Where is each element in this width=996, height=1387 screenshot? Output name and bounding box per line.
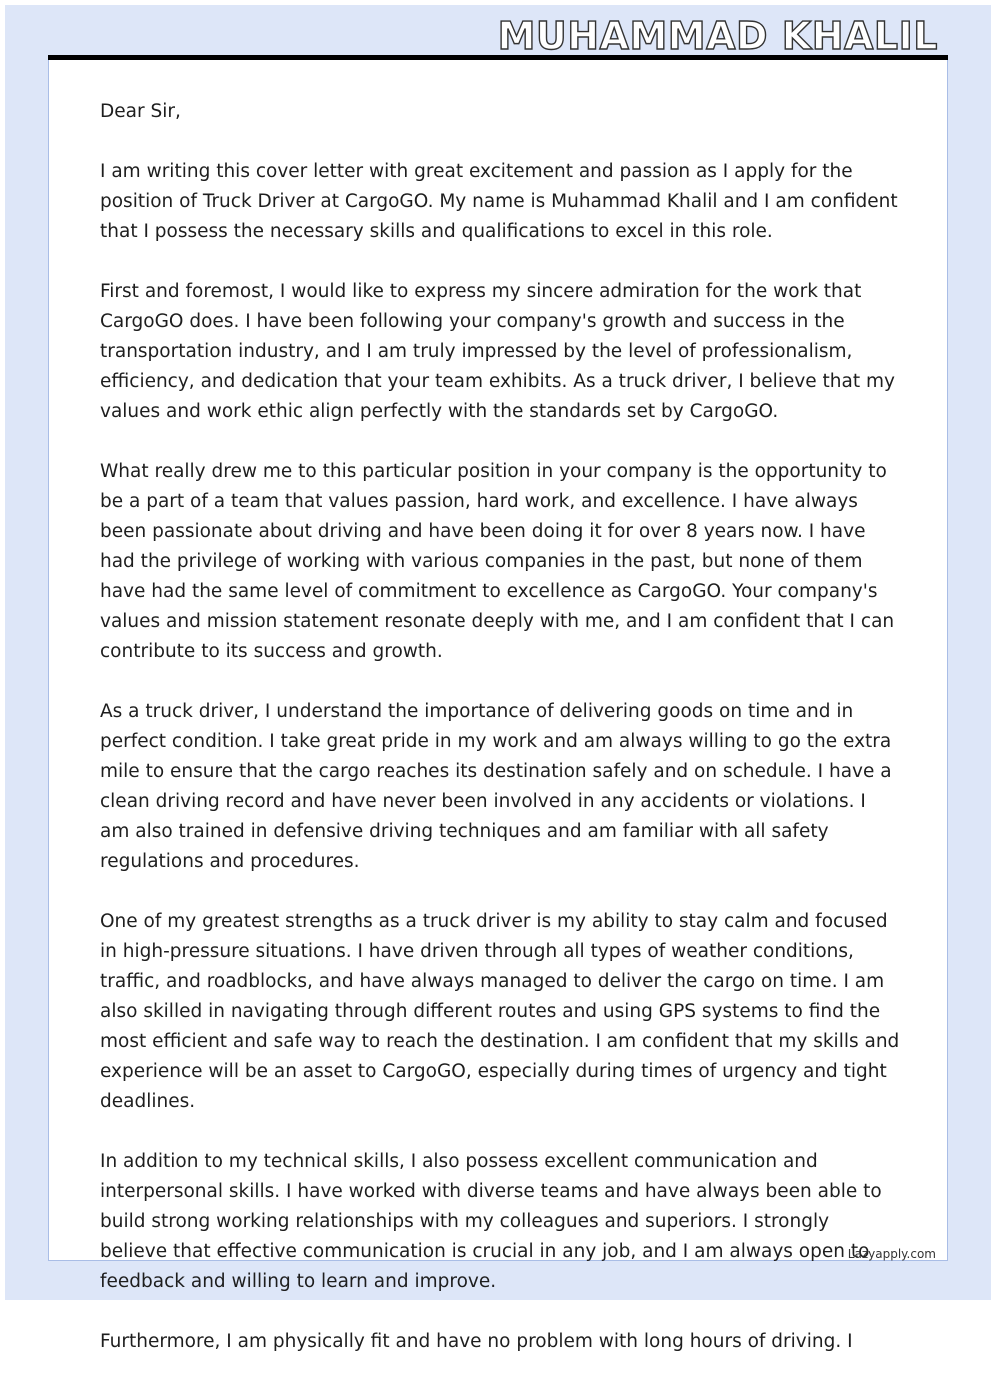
letter-salutation: Dear Sir, [100, 101, 181, 122]
lazyapply-watermark: Lazyapply.com [847, 1247, 936, 1261]
letter-paragraph: I am writing this cover letter with great excitement and passion as I apply for the position of Truck Driver at CargoGO. My name is Muhammad Khalil and I am confident that I possess the necessary skills and qualifications to excel in this role. [100, 161, 898, 242]
letter-paragraph: Furthermore, I am physically fit and have no problem with long hours of driving. I [100, 1331, 853, 1352]
letter-paragraph: In addition to my technical skills, I also possess excellent communication and interpersonal skills. I have worked with diverse teams and have always been able to build strong working relationships with my colleagues and superiors. I strongly believe that effective communication is crucial in any job, and I am always open to feedback and willing to learn and improve. [100, 1151, 882, 1292]
cover-letter-body [100, 97, 900, 1387]
letter-paragraph: One of my greatest strengths as a truck driver is my ability to stay calm and focused in high-pressure situations. I have driven through all types of weather conditions, traffic, and roadblocks, and have always managed to deliver the cargo on time. I am also skilled in navigating through different routes and using GPS systems to find the most efficient and safe way to reach the destination. I am confident that my skills and experience will be an asset to CargoGO, especially during times of urgency and tight deadlines. [100, 911, 900, 1112]
letter-paragraph: What really drew me to this particular position in your company is the opportunity to be a part of a team that values passion, hard work, and excellence. I have always been passionate about driving and have been doing it for over 8 years now. I have had the privilege of working with various companies in the past, but none of them have had the same level of commitment to excellence as CargoGO. Your company's values and mission statement resonate deeply with me, and I am confident that I can contribute to its success and growth. [100, 461, 895, 662]
applicant-name-heading: MUHAMMAD KHALIL [497, 14, 938, 58]
letter-paragraph: As a truck driver, I understand the importance of delivering goods on time and in perfect condition. I take great pride in my work and am always willing to go the extra mile to ensure that the cargo reaches its destination safely and on schedule. I have a clean driving record and have never been involved in any accidents or violations. I am also trained in defensive driving techniques and am familiar with all safety regulations and procedures. [100, 701, 892, 872]
letter-paragraph: First and foremost, I would like to express my sincere admiration for the work that CargoGO does. I have been following your company's growth and success in the transportation industry, and I am truly impressed by the level of professionalism, efficiency, and dedication that your team exhibits. As a truck driver, I believe that my values and work ethic align perfectly with the standards set by CargoGO. [100, 281, 895, 422]
